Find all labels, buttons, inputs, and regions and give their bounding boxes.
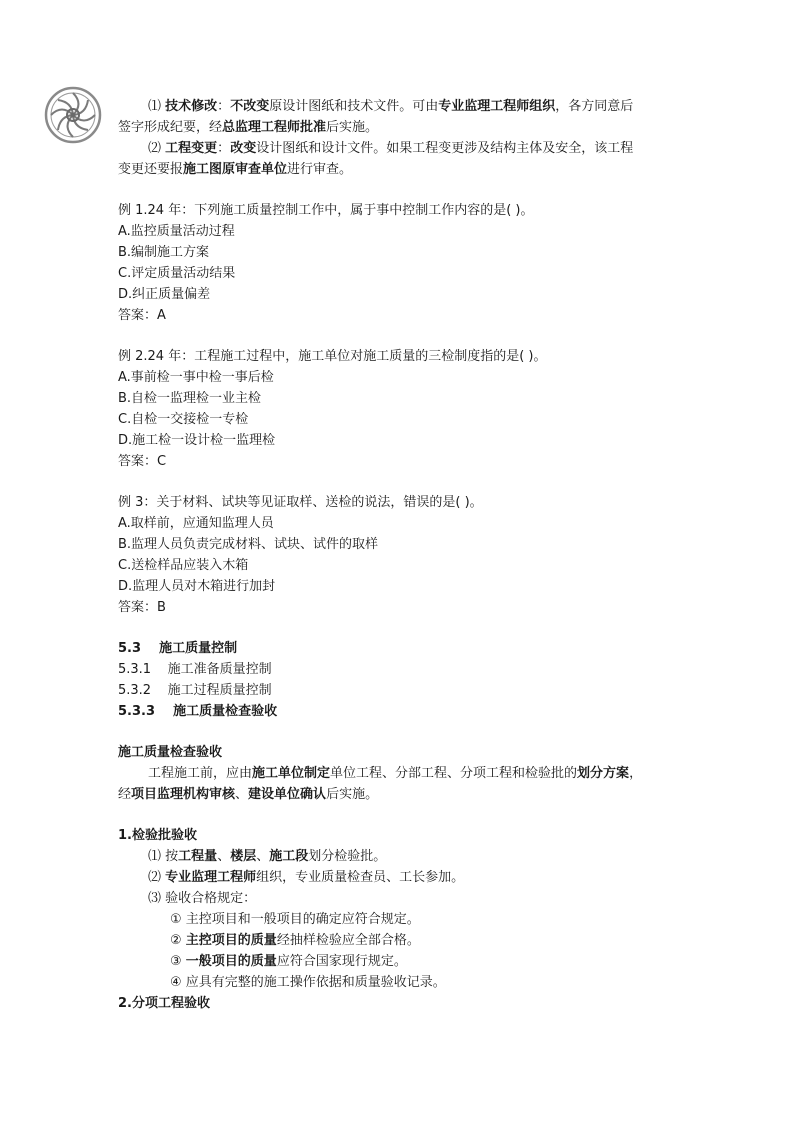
question-3 <box>118 492 688 618</box>
tech-modify-line-2: 签字形成纪要，经总监理工程师批准后实施。 <box>118 120 379 135</box>
question-2-option-b: B.自检一监理检一业主检 <box>118 391 262 406</box>
inspection-heading: 施工质量检查验收 <box>118 745 223 760</box>
question-2 <box>118 346 688 472</box>
question-1-title: 例 1.24 年：下列施工质量控制工作中，属于事中控制工作内容的是( )。 <box>118 203 534 218</box>
question-1-answer: 答案：A <box>118 308 166 323</box>
inspection-paragraph-line-1: 工程施工前，应由施工单位制定单位工程、分部工程、分项工程和检验批的划分方案， <box>148 766 643 781</box>
question-1-option-c: C.评定质量活动结果 <box>118 266 236 281</box>
question-2-option-d: D.施工检一设计检一监理检 <box>118 433 276 448</box>
toc-5-3-2: 5.3.2 施工过程质量控制 <box>118 683 272 698</box>
question-3-option-a: A.取样前，应通知监理人员 <box>118 516 274 531</box>
batch-item-3: ⑶ 验收合格规定： <box>148 891 257 906</box>
question-3-title: 例 3：关于材料、试块等见证取样、送检的说法，错误的是( )。 <box>118 495 483 510</box>
eng-change-line-1: ⑵ 工程变更：改变设计图纸和设计文件。如果工程变更涉及结构主体及安全，该工程 <box>148 141 634 156</box>
toc-5-3: 5.3 施工质量控制 <box>118 641 238 656</box>
document-body <box>118 96 688 1014</box>
inspection-paragraph-line-2: 经项目监理机构审核、建设单位确认后实施。 <box>118 787 379 802</box>
toc-5-3-3: 5.3.3 施工质量检查验收 <box>118 704 278 719</box>
question-2-title: 例 2.24 年：工程施工过程中，施工单位对施工质量的三检制度指的是( )。 <box>118 349 547 364</box>
batch-sub-item-4: ④ 应具有完整的施工操作依据和质量验收记录。 <box>170 975 446 990</box>
question-3-answer: 答案：B <box>118 600 166 615</box>
sub-item-acceptance-heading: 2.分项工程验收 <box>118 996 210 1011</box>
batch-acceptance-section <box>118 825 688 993</box>
question-3-option-b: B.监理人员负责完成材料、试块、试件的取样 <box>118 537 379 552</box>
question-1-option-a: A.监控质量活动过程 <box>118 224 235 239</box>
question-3-option-c: C.送检样品应装入木箱 <box>118 558 249 573</box>
eng-change-line-2: 变更还要报施工图原审查单位进行审查。 <box>118 162 353 177</box>
inspection-section <box>118 742 688 805</box>
question-1-option-b: B.编制施工方案 <box>118 245 210 260</box>
batch-sub-item-2: ② 主控项目的质量经抽样检验应全部合格。 <box>170 933 420 948</box>
toc-5-3-1: 5.3.1 施工准备质量控制 <box>118 662 272 677</box>
question-3-option-d: D.监理人员对木箱进行加封 <box>118 579 276 594</box>
batch-item-1: ⑴ 按工程量、楼层、施工段划分检验批。 <box>148 849 387 864</box>
batch-heading: 1.检验批验收 <box>118 828 197 843</box>
batch-item-2: ⑵ 专业监理工程师组织，专业质量检查员、工长参加。 <box>148 870 465 885</box>
question-1-option-d: D.纠正质量偏差 <box>118 287 211 302</box>
batch-sub-item-3: ③ 一般项目的质量应符合国家现行规定。 <box>170 954 407 969</box>
batch-sub-item-1: ① 主控项目和一般项目的确定应符合规定。 <box>170 912 420 927</box>
question-2-answer: 答案：C <box>118 454 167 469</box>
section-toc <box>118 638 688 722</box>
question-2-option-a: A.事前检一事中检一事后检 <box>118 370 274 385</box>
question-1 <box>118 200 688 326</box>
question-2-option-c: C.自检一交接检一专检 <box>118 412 249 427</box>
swirl-rosette-logo <box>44 86 102 144</box>
tech-modify-line-1: ⑴ 技术修改：不改变原设计图纸和技术文件。可由专业监理工程师组织，各方同意后 <box>148 99 634 114</box>
